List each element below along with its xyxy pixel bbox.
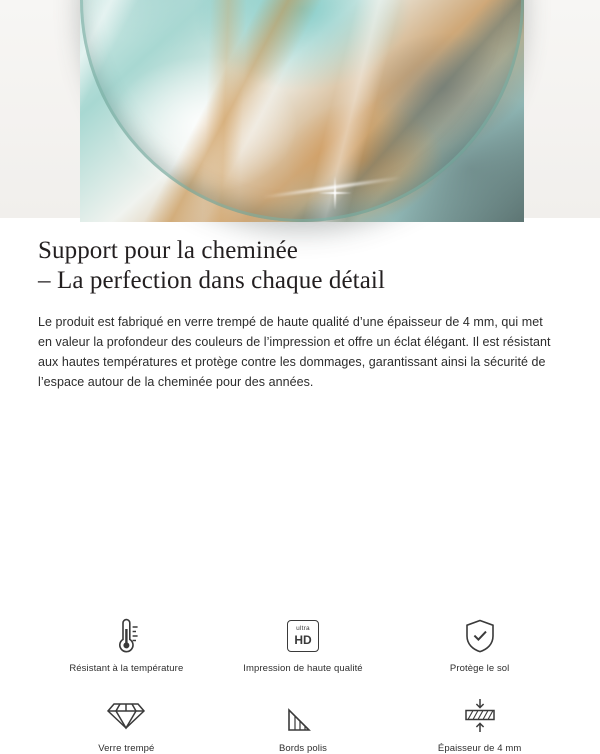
- feature-item-print-quality: [215, 616, 392, 674]
- description-paragraph: Le produit est fabriqué en verre trempé de haute qualité d’une épaisseur de 4 mm, qui met en valeur la profondeur des couleurs de l’impression et offre un éclat élégant. Il est résistant aux hautes températures et protège contre les dommages, garantissant ainsi la sécurité de l’espace autour de la cheminée pour des années.: [38, 315, 551, 389]
- ultra-hd-icon: [287, 616, 319, 656]
- feature-label: Résistant à la température: [69, 663, 184, 674]
- hero-image: [0, 0, 600, 218]
- feature-label: Protège le sol: [449, 663, 510, 674]
- feature-label: Épaisseur de 4 mm: [437, 743, 522, 754]
- feature-label: Bords polis: [278, 743, 328, 754]
- page-title: [38, 236, 560, 296]
- feature-item-floor-protection: [391, 616, 568, 674]
- text-content: [0, 218, 600, 392]
- diamond-icon: [107, 696, 145, 736]
- headline-line-1: Support pour la cheminée: [38, 237, 298, 264]
- feature-item-tempered-glass: [38, 696, 215, 754]
- feature-grid: [38, 616, 568, 754]
- feature-label: Verre trempé: [98, 743, 155, 754]
- sparkle-icon: [318, 176, 352, 210]
- ultra-hd-top-label: ultra: [296, 625, 310, 633]
- thermometer-icon: [109, 616, 143, 656]
- shield-check-icon: [463, 616, 497, 656]
- feature-label: Impression de haute qualité: [243, 663, 363, 674]
- feature-item-temperature: [38, 616, 215, 674]
- polished-edges-icon: [286, 696, 320, 736]
- thickness-arrows-icon: [460, 696, 500, 736]
- feature-item-polished-edges: [215, 696, 392, 754]
- ultra-hd-bottom-label: HD: [294, 632, 312, 647]
- headline-line-2: – La perfection dans chaque détail: [38, 267, 385, 294]
- feature-item-thickness: [391, 696, 568, 754]
- round-glass-panel: [80, 0, 524, 222]
